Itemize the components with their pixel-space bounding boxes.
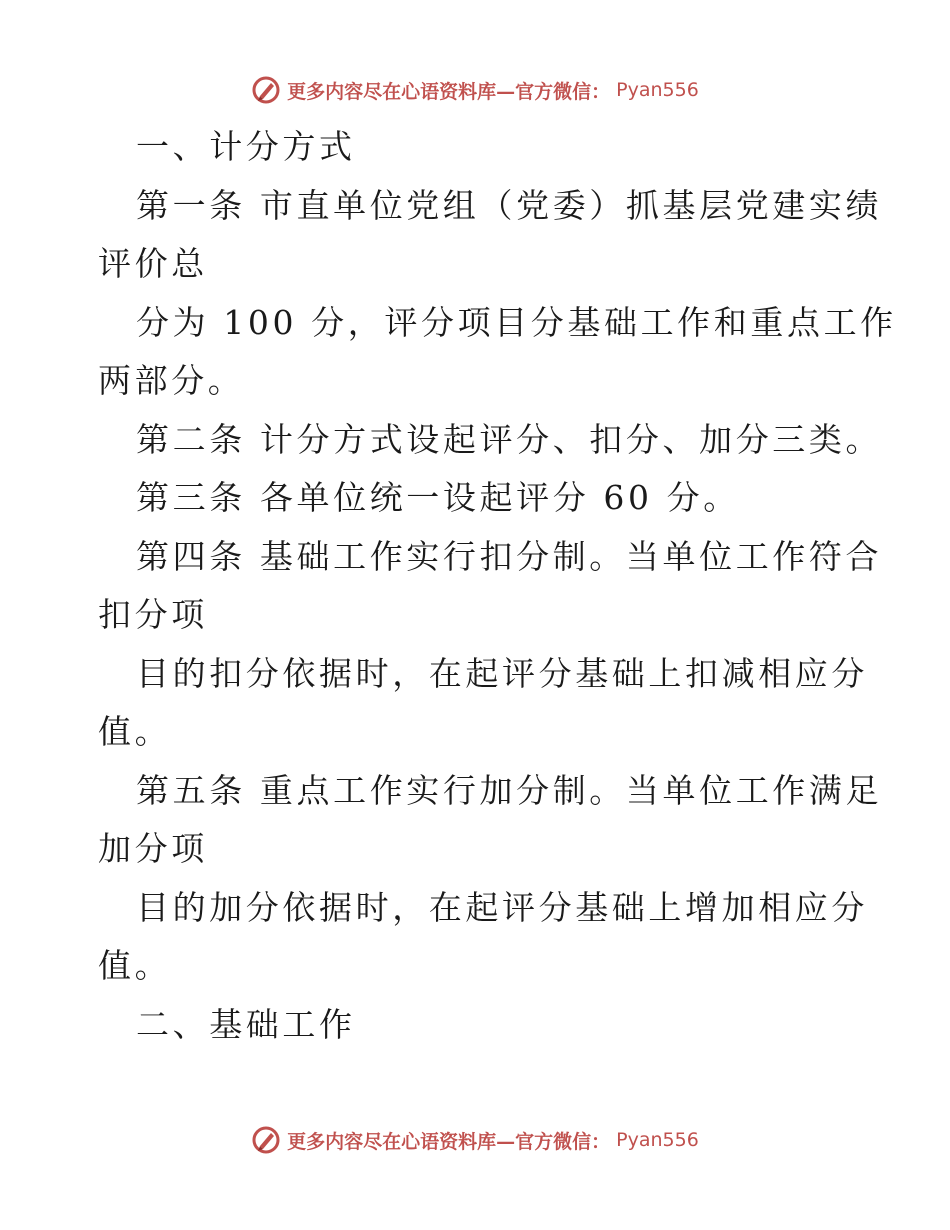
paragraph-line: 第一条 市直单位党组（党委）抓基层党建实绩 [136, 185, 883, 225]
watermark-text: 更多内容尽在心语资料库—官方微信： [287, 1130, 611, 1153]
header-watermark [0, 70, 950, 110]
watermark-contact: Pyan556 [616, 1129, 699, 1151]
section-heading: 二、基础工作 [136, 1004, 356, 1044]
paragraph-line: 第五条 重点工作实行加分制。当单位工作满足 [136, 770, 883, 810]
pen-circle-logo-icon [251, 75, 281, 105]
paragraph-line: 目的加分依据时，在起评分基础上增加相应分 [136, 887, 868, 927]
paragraph-line: 评价总 [98, 244, 208, 283]
pen-circle-logo-icon [251, 1125, 281, 1155]
paragraph-line: 分为 100 分，评分项目分基础工作和重点工作 [136, 302, 897, 342]
paragraph-line: 值。 [98, 946, 172, 985]
watermark-contact: Pyan556 [616, 79, 699, 101]
section-heading: 一、计分方式 [136, 127, 356, 166]
paragraph-line: 值。 [98, 712, 172, 751]
paragraph-line: 第二条 计分方式设起评分、扣分、加分三类。 [136, 419, 883, 459]
paragraph-line: 第三条 各单位统一设起评分 60 分。 [136, 478, 740, 517]
paragraph-line: 扣分项 [98, 595, 208, 634]
paragraph-line: 第四条 基础工作实行扣分制。当单位工作符合 [136, 536, 883, 576]
paragraph-line: 两部分。 [98, 361, 245, 400]
paragraph-line: 加分项 [98, 829, 208, 868]
paragraph-line: 目的扣分依据时，在起评分基础上扣减相应分 [136, 653, 868, 693]
footer-watermark [0, 1120, 950, 1160]
document-body [98, 118, 897, 1054]
watermark-text: 更多内容尽在心语资料库—官方微信： [287, 80, 611, 103]
